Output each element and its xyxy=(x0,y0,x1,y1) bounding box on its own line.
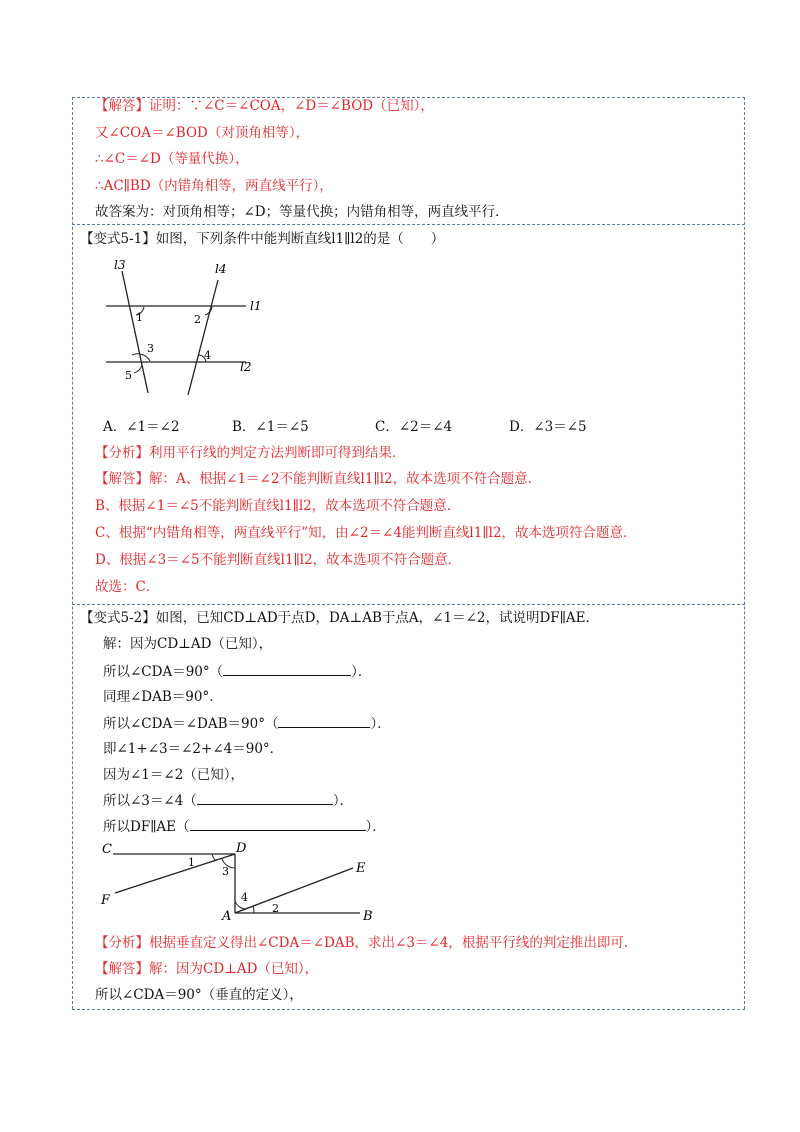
svg-text:4: 4 xyxy=(241,891,248,904)
step-7: 所以∠3＝∠4（ ）． xyxy=(103,790,353,811)
step-4: 所以∠CDA＝∠DAB＝90°（ ）． xyxy=(103,713,391,734)
question-5-2: 【变式5-2】如图，已知CD⊥AD于点D，DA⊥AB于点A，∠1＝∠2，试说明DF∥AE． xyxy=(80,610,600,626)
svg-text:4: 4 xyxy=(204,349,211,362)
solution-line-4: ∴AC∥BD（内错角相等，两直线平行）， xyxy=(95,178,333,194)
solution-line-3: ∴∠C＝∠D（等量代换）， xyxy=(95,151,249,167)
answer-5-1-line-1: 【解答】解：A、根据∠1＝∠2不能判断直线l1∥l2，故本选项不符合题意． xyxy=(95,471,542,487)
bottom-divider xyxy=(72,1009,745,1010)
svg-text:l3: l3 xyxy=(114,258,126,272)
svg-text:l2: l2 xyxy=(240,360,252,374)
answer-5-1-line-4: D、根据∠3＝∠5不能判断直线l1∥l2，故本选项不符合题意． xyxy=(95,552,462,568)
blank-4[interactable] xyxy=(190,816,366,831)
answer-5-2-line-2: 所以∠CDA＝90°（垂直的定义）， xyxy=(95,987,303,1003)
option-a: A．∠1＝∠2 xyxy=(103,419,180,435)
svg-text:A: A xyxy=(222,909,232,923)
answer-5-1-line-3: C、根据“内错角相等，两直线平行”知，由∠2＝∠4能判断直线l1∥l2，故本选项符合题意． xyxy=(95,525,637,541)
parallel-lines-figure xyxy=(100,255,270,400)
svg-text:D: D xyxy=(236,841,247,856)
step-3: 同理∠DAB＝90°． xyxy=(103,689,223,705)
answer-5-2-line-1: 【解答】解：因为CD⊥AD（已知）， xyxy=(95,961,319,977)
analysis-5-2: 【分析】根据垂直定义得出∠CDA＝∠DAB，求出∠3＝∠4，根据平行线的判定推出即可． xyxy=(95,935,638,951)
svg-text:E: E xyxy=(356,861,366,876)
step-8: 所以DF∥AE（ ）． xyxy=(103,816,386,837)
blank-3[interactable] xyxy=(197,790,333,805)
step-5: 即∠1+∠3＝∠2+∠4＝90°． xyxy=(103,741,284,757)
svg-text:F: F xyxy=(101,893,111,908)
divider-1 xyxy=(72,224,745,225)
svg-text:C: C xyxy=(102,842,112,857)
svg-text:l4: l4 xyxy=(215,262,227,276)
step-2: 所以∠CDA＝90°（ ）． xyxy=(103,661,371,682)
blank-1[interactable] xyxy=(223,661,351,676)
option-d: D．∠3＝∠5 xyxy=(509,419,587,435)
option-b: B．∠1＝∠5 xyxy=(232,419,309,435)
solution-line-2: 又∠COA＝∠BOD（对顶角相等）， xyxy=(95,125,310,141)
svg-text:5: 5 xyxy=(125,369,132,382)
solution-line-1: 【解答】证明：∵∠C＝∠COA，∠D＝∠BOD（已知）， xyxy=(95,98,434,114)
analysis-5-1: 【分析】利用平行线的判定方法判断即可得到结果． xyxy=(95,445,406,461)
step-1: 解：因为CD⊥AD（已知）， xyxy=(103,636,273,652)
svg-text:l1: l1 xyxy=(250,299,262,313)
question-5-1: 【变式5-1】如图，下列条件中能判断直线l1∥l2的是（ ） xyxy=(80,231,445,247)
answer-summary: 故答案为：对顶角相等；∠D；等量代换；内错角相等，两直线平行． xyxy=(95,204,509,220)
answer-5-1-line-2: B、根据∠1＝∠5不能判断直线l1∥l2，故本选项不符合题意． xyxy=(95,498,461,514)
svg-text:B: B xyxy=(363,909,373,923)
svg-text:3: 3 xyxy=(222,865,229,878)
divider-2 xyxy=(72,604,745,605)
svg-text:1: 1 xyxy=(136,311,143,324)
svg-text:2: 2 xyxy=(272,902,279,915)
perpendicular-figure xyxy=(98,838,383,923)
option-c: C．∠2＝∠4 xyxy=(375,419,453,435)
svg-text:3: 3 xyxy=(147,342,154,355)
svg-text:1: 1 xyxy=(188,856,195,869)
blank-2[interactable] xyxy=(278,713,370,728)
svg-text:2: 2 xyxy=(194,313,201,326)
step-6: 因为∠1＝∠2（已知）， xyxy=(103,767,245,783)
answer-5-1-choice: 故选：C． xyxy=(95,579,160,595)
